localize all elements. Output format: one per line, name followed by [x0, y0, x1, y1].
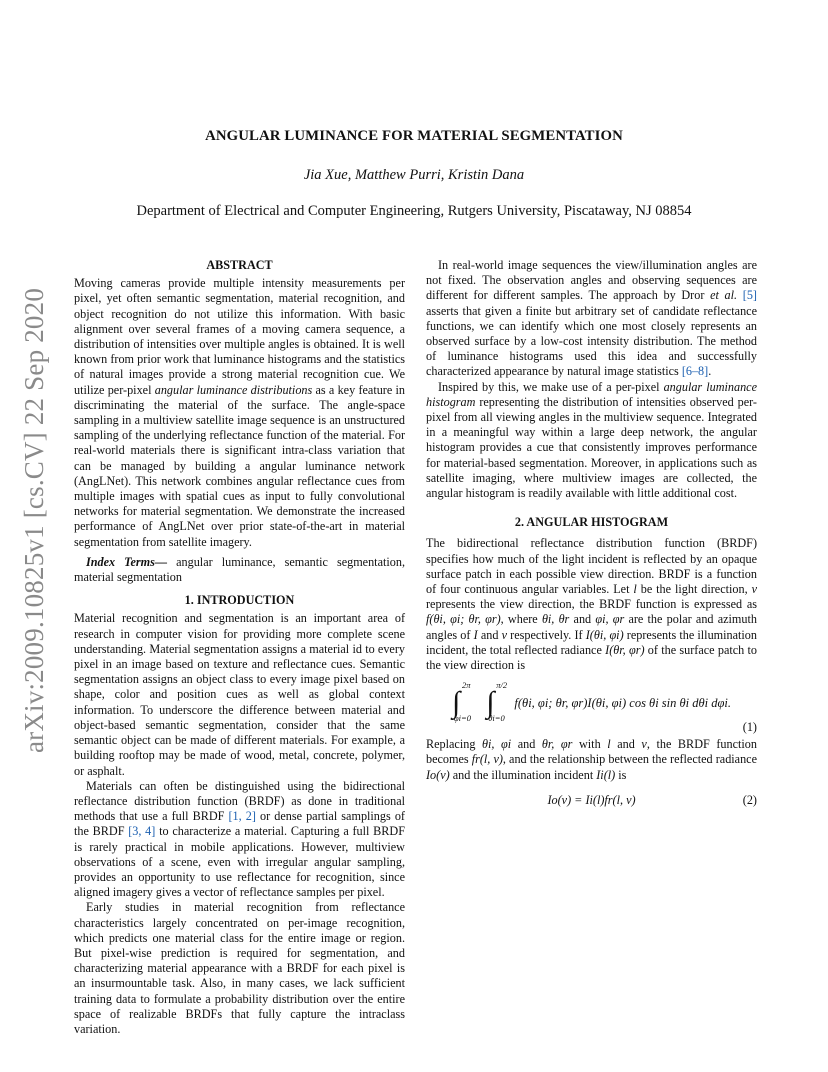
- integral-sign: ∫: [451, 686, 461, 720]
- section2-paragraph-1: [426, 536, 757, 673]
- math-inline: v: [751, 582, 757, 597]
- abstract-emphasis: angular luminance distributions: [154, 382, 313, 397]
- equation-2-number: (2): [742, 793, 757, 808]
- math-inline: fr(l, v): [471, 752, 503, 767]
- text-part: and: [569, 612, 596, 627]
- citation-link[interactable]: [6–8]: [681, 364, 709, 379]
- text-part: to characterize a material. Capturing a full BRDF is rarely practical in mobile applications. However, multiview observations of a scene, even with irregular angular sampling, provides an opportunity to use reflectance for recognition, since aligned imagery gives a vector of reflectance samples per pixel.: [74, 824, 405, 900]
- text-part: and: [511, 737, 542, 752]
- text-part: of the surface patch to the view direction is: [426, 642, 757, 673]
- intro-paragraph-3: Early studies in material recognition from reflectance characteristics largely concentrated on per-image recognition, which predicts one material class for the entire image or region. But pixel-wise prediction is required for segmentation, and characterizing material appearance with a BRDF for each pixel is an insurmountable task. Also, in many cases, we lack sufficient training data to formulate a probability distribution over the entire space of realizable BRDFs that fully capture the intraclass variation.: [74, 900, 405, 1036]
- outer-integral: [451, 680, 472, 724]
- section2-paragraph-2: [426, 737, 757, 783]
- integral-lower-limit: φi=0: [453, 713, 472, 724]
- equation-1: [426, 679, 757, 735]
- intro-paragraph-5: [426, 380, 757, 502]
- text-part: is: [615, 767, 627, 782]
- index-terms-text: angular luminance, semantic segmentation, material segmentation: [74, 554, 405, 585]
- abstract-text-part: Moving cameras provide multiple intensity measurements per pixel, yet often semantic segmentation, material recognition, and object recognition do not utilize this information. With basic alignment over several frames of a moving camera sequence, a distribution of intensities over multiple angles is obtained. It is well known from prior work that luminance histograms and the statistics of natural images provide a strong material recognition cue. We utilize per-pixel: [74, 276, 405, 397]
- math-inline: θi, θr: [541, 612, 570, 627]
- text-part: with: [572, 737, 608, 752]
- math-inline: θr, φr: [541, 737, 573, 752]
- math-inline: v: [641, 737, 647, 752]
- math-inline: Io(v): [426, 767, 450, 782]
- emphasis: angular luminance histogram: [426, 379, 757, 409]
- text-part: , and the relationship between the reflected radiance: [502, 752, 757, 767]
- abstract-text-part: as a key feature in discriminating the material of the surface. The angle-space sampling in a multiview satellite image sequence is an unstructured sampling of the underlying reflectance function of the material. For real-world materials there is significant intra-class variation that can be managed by building a angular luminance network (AngLNet). This network combines angular reflectance cues from multiple images with spatial cues as input to fully convolutional networks for material segmentation. We demonstrate the increased performance of AngLNet over prior state-of-the-art in material segmentation from satellite imagery.: [74, 382, 406, 549]
- index-terms: [74, 555, 405, 585]
- text-part: , the BRDF function becomes: [426, 737, 757, 767]
- text-part: and the illumination incident: [449, 767, 597, 782]
- arxiv-stamp: [20, 285, 50, 755]
- math-inline: f(θi, φi; θr, φr): [426, 612, 501, 627]
- text-part: The bidirectional reflectance distribution function (BRDF) specifies how much of the light incident is reflected by an opaque surface patch in each possible view direction. BRDF is a function of four continuous angular variables. Let: [426, 536, 757, 597]
- inner-integral: [486, 680, 508, 724]
- math-inline: l: [607, 737, 611, 752]
- integral-lower-limit: θi=0: [488, 713, 505, 724]
- text-part: be the light direction,: [636, 582, 752, 597]
- text-part: represents the illumination incident, the total reflected radiance: [426, 627, 757, 657]
- text-part: and: [610, 737, 642, 752]
- citation-link[interactable]: [3, 4]: [128, 824, 156, 839]
- math-inline: l: [633, 582, 637, 597]
- text-part: are the polar and azimuth angles of: [426, 612, 757, 642]
- math-inline: φi, φr: [595, 612, 625, 627]
- arxiv-stamp-text: arXiv:2009.10825v1 [cs.CV] 22 Sep 2020: [19, 287, 50, 753]
- math-inline: Ii(l): [596, 767, 616, 782]
- intro-paragraph-2: [74, 779, 405, 901]
- text-part: In real-world image sequences the view/illumination angles are not fixed. The observation angles and observing sequences are different for different samples. The approach by Dror: [426, 258, 757, 303]
- text-part: .: [708, 364, 712, 379]
- text-part: Inspired by this, we make use of a per-pixel: [438, 379, 664, 394]
- integral-upper-limit: π/2: [496, 680, 508, 691]
- paper-authors: Jia Xue, Matthew Purri, Kristin Dana: [303, 167, 525, 183]
- equation-1-number: (1): [742, 720, 757, 735]
- integral-upper-limit: 2π: [461, 680, 471, 691]
- section2-heading: 2. ANGULAR HISTOGRAM: [514, 515, 669, 530]
- math-inline: I(θr, φr): [605, 642, 645, 657]
- intro-paragraph-1: Material recognition and segmentation is an important area of research in computer vision for providing more complete scene understanding. Material segmentation assigns a material id to every pixel in an image based on texture and reflectance cues. Semantic segmentation assigns an object class to every image pixel based on shape, color and position cues as well as global context information. To underscore the difference between material and object-based semantic segmentation, consider that the same semantic object can be made of different materials. For example, a building rooftop may be made of wood, metal, concrete, polymer, or asphalt.: [74, 611, 405, 778]
- equation-2: [426, 789, 757, 813]
- equation-2-body: Io(v) = Ii(l)fr(l, v): [547, 793, 636, 808]
- math-inline: I: [473, 627, 478, 642]
- paper-affiliation: Department of Electrical and Computer Engineering, Rutgers University, Piscataway, NJ 08854: [136, 203, 692, 219]
- intro-heading: 1. INTRODUCTION: [184, 593, 295, 608]
- text-part: representing the distribution of intensities observed per-pixel from all viewing angles in the multiview sequence. Integrated in a meaningful way within a large deep network, the angular histogram provides a cue that consistently improves performance for material-based segmentation. Moreover, in applications such as satellite imaging, where multiview images are collected, the angular histogram is readily available with little additional cost.: [426, 394, 757, 501]
- text-part: or dense partial samplings of the BRDF: [74, 809, 405, 839]
- text-part: Replacing: [426, 737, 482, 752]
- text-part: respectively. If: [507, 627, 586, 642]
- citation-link[interactable]: [1, 2]: [228, 809, 256, 824]
- emphasis: et al.: [710, 288, 738, 303]
- text-part: , where: [500, 612, 542, 627]
- index-terms-label: Index Terms—: [86, 554, 168, 569]
- math-inline: θi, φi: [482, 737, 512, 752]
- left-column: [74, 258, 405, 1037]
- text-part: Materials can often be distinguished using the bidirectional reflectance distribution function (BRDF) as done in traditional methods that use a full BRDF: [74, 778, 405, 824]
- citation-link[interactable]: [5]: [742, 288, 757, 303]
- equation-1-integrand: f(θi, φi; θr, φr)I(θi, φi) cos θi sin θi dθi dφi.: [514, 695, 731, 710]
- text-part: asserts that given a finite but arbitrary set of candidate reflectance functions, we can identify which one most closely represents an observed surface by a low-cost intensity distribution. The method of luminance histograms used this idea and successfully characterized appearance by natural image statistics: [426, 303, 757, 379]
- equation-1-body: [451, 680, 731, 724]
- right-column: [426, 258, 757, 819]
- text-part: represents the view direction, the BRDF function is expressed as: [426, 597, 757, 612]
- paper-title: ANGULAR LUMINANCE FOR MATERIAL SEGMENTATION: [205, 128, 623, 144]
- math-inline: v: [501, 627, 508, 642]
- text-part: and: [477, 627, 502, 642]
- intro-paragraph-4: [426, 258, 757, 380]
- abstract-text: [74, 276, 405, 550]
- integral-sign: ∫: [486, 686, 495, 720]
- math-inline: I(θi, φi): [585, 627, 624, 642]
- abstract-heading: ABSTRACT: [206, 258, 273, 272]
